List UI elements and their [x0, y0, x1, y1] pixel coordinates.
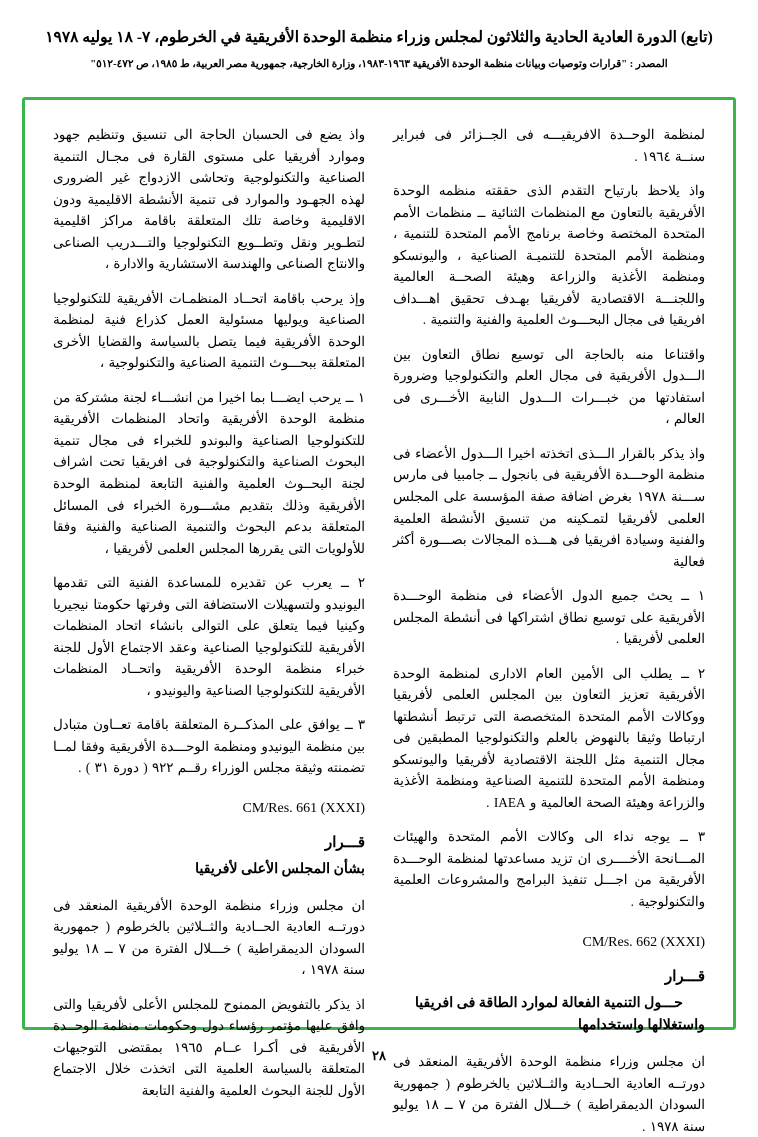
page-number: ٢٨	[372, 1048, 386, 1063]
resolution-heading: قـــرار	[664, 968, 705, 985]
page-title: (تابع) الدورة العادية الحادية والثلاثون لمجلس وزراء منظمة الوحدة الأفريقية في الخرطوم، ٧- ١٨ يوليه ١٩٧٨	[45, 29, 713, 46]
resolution-id: CM/Res. 661 (XXXI)	[242, 800, 365, 816]
resolution-heading: قـــرار	[324, 834, 365, 851]
paragraph: ٣ ــ يوجه نداء الى وكالات الأمم المتحدة والهيئات المـــانحة الأخــــرى ان تزيد مساعدتها لمنظمة الوحـــدة الأفريقية من اجـــل تنفيذ البرامج والمشروعات العلمية والتكنولوجية .	[393, 829, 705, 909]
paragraph: واذ يلاحظ بارتياح التقدم الذى حققته منظمه الوحدة الأفريقية بالتعاون مع المنظمات الثنائية ــ منظمات الأمم المتحدة المختصة وخاصة برنامج الأمم المتحدة للتنمية ، ومنظمة الأمم المتحدة للتنميـة الصناعية ، واليونسكو ومنظمة الأغذية والزراعة وهيئة الصحــة العالمية واللجنـــة الاقتصادية لأفريقيا بهـدف تحقيق اهـــداف افريقيا فى مجال البحـــوث العلمية والفنية والتنمية .	[393, 183, 705, 328]
paragraph: ١ ــ يحث جميع الدول الأعضاء فى منظمة الوحـــدة الأفريقية على توسيع نطاق اشتراكها فى أنشطة المجلس العلمى لأفريقيا .	[393, 588, 705, 647]
paragraph: ٢ ــ يعرب عن تقديره للمساعدة الفنية التى تقدمها اليونيدو ولتسهيلات الاستضافة التى وفرتها حكومتا نيجيريا وكينيا فيما يتعلق على التوالى بانشاء اتحاد المنظمات الأفريقية للتكنولوجيا الصناعية وعقد الاجتماع الأول للجنة خبراء منظمة الوحدة الأفريقية واتحــاد المنظمات الأفريقية للتكنولوجيا الصناعية واليونيدو ،	[53, 575, 365, 698]
document-header	[0, 0, 758, 70]
resolution-subheading: حـــول التنمية الفعالة لموارد الطاقة فى افريقيا واستغلالها واستخدامها	[414, 994, 705, 1034]
paragraph: واذ يضع فى الحسبان الحاجة الى تنسيق وتنظيم جهود وموارد أفريقيا على مستوى القارة فى مجـال التنمية الصناعية والتكنولوجية وتحاشى الازدواج غير الضرورى لهذه الجهـود والموارد فى تنمية الأنشطة الاقليمية ودون الاقليمية وخاصة تلك المتعلقة باقامة مراكز اقليمية لتطـوير ونقل وتطــويع التكنولوجيا والتـــدريب الصناعى والانتاج الصناعى والهندسة الاستشارية والادارة ،	[53, 127, 365, 272]
paragraph: ١ ــ يرحب ايضـــا بما اخيرا من انشـــاء لجنة مشتركة من منظمة الوحدة الأفريقية واتحاد المنظمات الأفريقية للتكنولوجيا الصناعية والبوندو للخبراء فى مجال تنمية البحوث الصناعية والتكنولوجية فى افريقيا تحت اشراف لجنة البحــوث العلمية والفنية التابعة لمنظمة الوحدة الأفريقية وذلك بتقديم مشـــورة الخبراء فى المسائل المتعلقة بدعم البحوث والتنمية الصناعية والفنية وفقا للأولويات التى يقررها المجلس العلمى لأفريقيا ،	[53, 389, 365, 556]
source-note: المصدر : "قرارات وتوصيات وبيانات منظمة الوحدة الأفريقية ١٩٦٣-١٩٨٣، وزارة الخارجية، جمهورية مصر العربية، ط ١٩٨٥، ص ٤٧٢-٥١٢"	[90, 59, 668, 71]
paragraph: ان مجلس وزراء منظمة الوحدة الأفريقية المنعقد فى دورتــه العادية الحــادية والثــلاثين بالخرطوم ( جمهورية السودان الديمقراطية ) خـــلال الفترة من ٧ ــ ١٨ يوليو سنة ١٩٧٨ .	[393, 1053, 705, 1134]
paragraph: ان مجلس وزراء منظمة الوحدة الأفريقية المنعقد فى دورتــه العادية الحــادية والثــلاثين بالخرطوم ( جمهورية السودان الديمقراطية ) خـــلال الفترة من ٧ ــ ١٨ يوليو سنة ١٩٧٨ ،	[53, 897, 365, 978]
resolution-subheading: بشأن المجلس الأعلى لأفريقيا	[195, 860, 365, 877]
paragraph: وإذ يرحب باقامة اتحــاد المنظمـات الأفريقية للتكنولوجيا الصناعية ويوليها مسئولية العمل كذراع فنية لمنظمة الوحدة الأفريقية فيما يتصل بالسياسة والقضايا الأخرى المتعلقة ببحـــوث التنمية الصناعية والتكنولوجية ،	[53, 290, 365, 371]
paragraph: ٣ ــ يوافق على المذكــرة المتعلقة باقامة تعــاون متبادل بين منظمة اليونيدو ومنظمة الوحـــدة الأفريقية وفقا لمــا تضمنته وثيقة مجلس الوزراء رقــم ٩٢٢ ( دورة ٣١ ) .	[53, 717, 365, 776]
resolution-id: CM/Res. 662 (XXXI)	[582, 934, 705, 950]
paragraph: لمنظمة الوحــدة الافريقيـــه فى الجــزائر فى فبراير سنــة ١٩٦٤ .	[393, 127, 705, 164]
paragraph: اذ يذكر بالتفويض الممنوح للمجلس الأعلى لأفريقيا والتى وافق عليها مؤتمر رؤساء دول وحكومات منظمة الوحــدة الأفريقية فى أكـرا عــام ١٩٦٥ بمقتضى التوجيهات المتعلقة بالسياسة العلمية التى اتخذت خلال الاجتماع الأول للجنة البحوث العلمية والفنية التابعة	[53, 996, 365, 1098]
paragraph: واقتناعا منه بالحاجة الى توسيع نطاق التعاون بين الـــدول الأفريقية فى مجال العلم والتكنولوجيا وضرورة استفادتها من خبـــرات الـــدول النابية الأخـــرى فى العالم ،	[393, 346, 705, 427]
paragraph: واذ يذكر بالقرار الـــذى اتخذته اخيرا الـــدول الأعضاء فى منظمة الوحـــدة الأفريقية فى بانجول ــ جامبيا فى مارس ســـنة ١٩٧٨ بغرض اضافة صفة المؤسسة على المجلس العلمى لأفريقيا لتمـكينه من تنسيق الأنشطة العلمية والفنية وسيادة افريقيا فى هـــذه المجالات بصـــورة أكثر فعالية	[393, 445, 705, 569]
paragraph: ٢ ــ يطلب الى الأمين العام الادارى لمنظمة الوحدة الأفريقية تعزيز التعاون بين المجلس العلمى لأفريقيا ووكالات الأمم المتحدة المتخصصة التى ترتبط أنشطتها ارتباطا وثيقا بالنهوض بالعلم والتكنولوجيا المطبقين فى مجال التنمية مثل اللجنة الاقتصادية لأفريقيا واليونسكو ومنظمة الأمم المتحدة للتنمية الصناعية ومنظمة الأغذية والزراعة وهيئة الصحة العالمية و IAEA .	[393, 665, 705, 810]
